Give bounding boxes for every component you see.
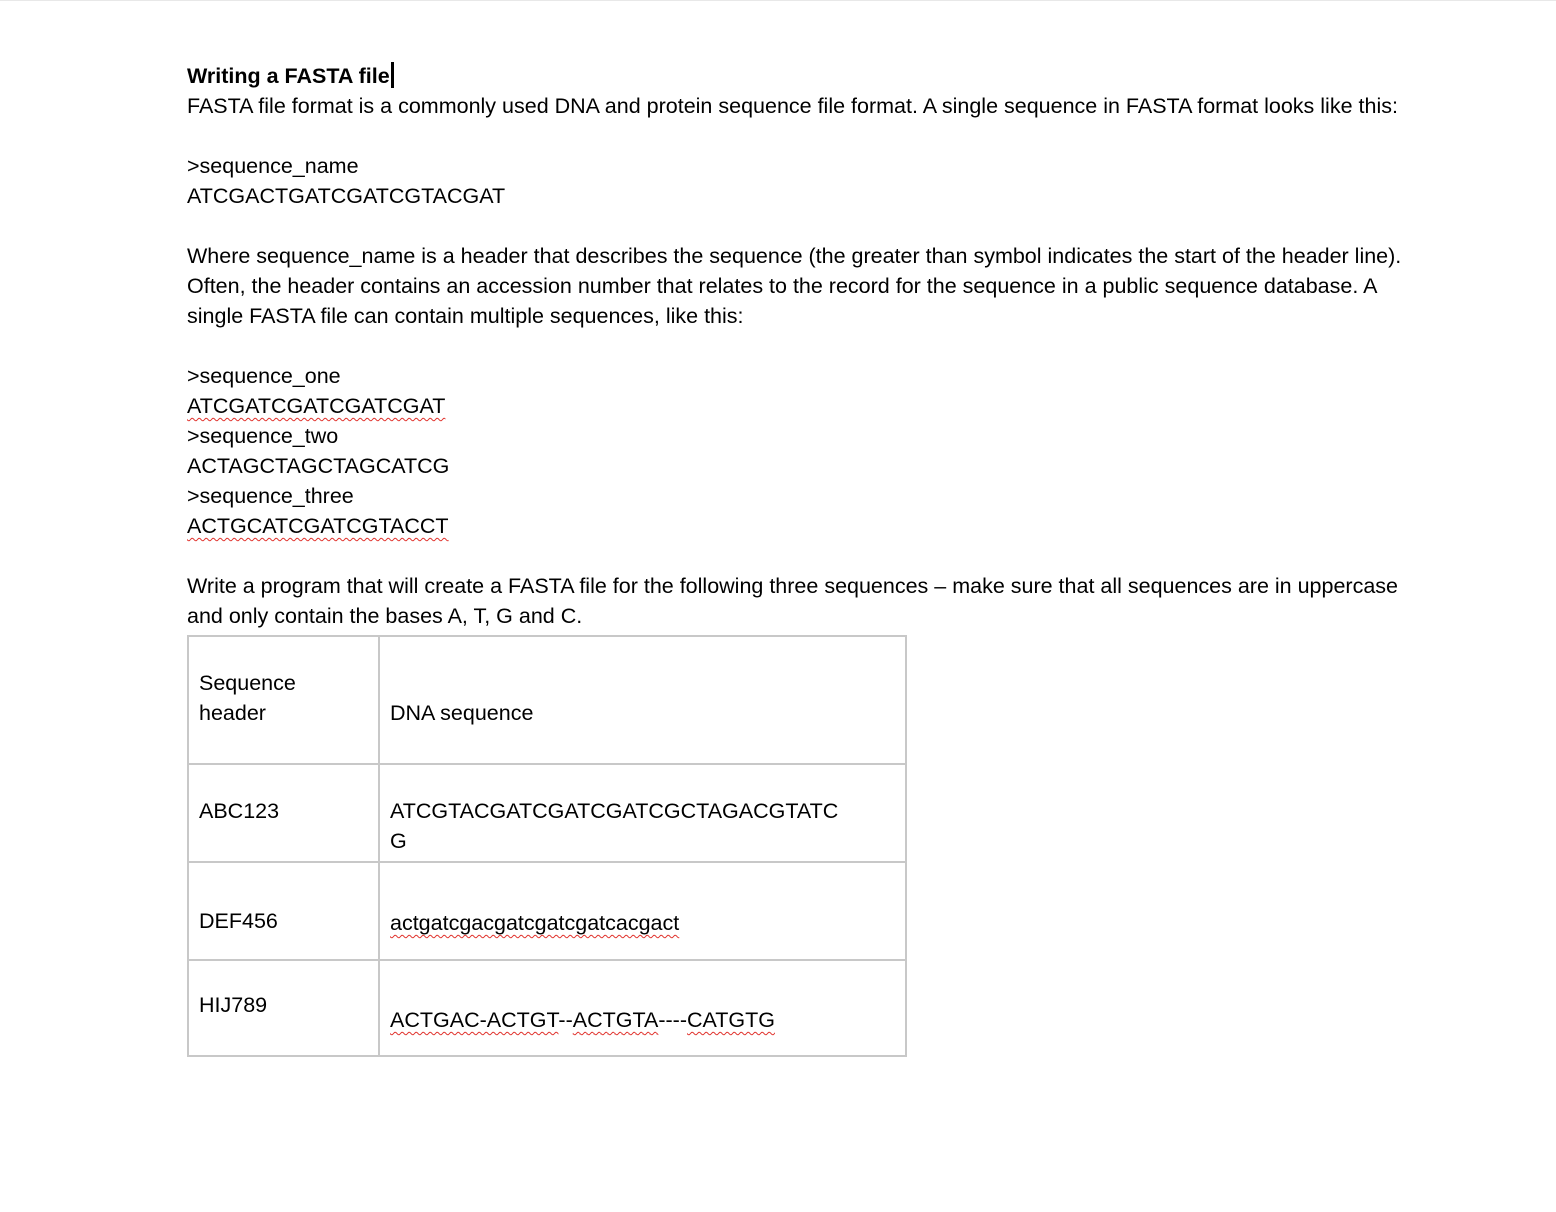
- table-cell-id[interactable]: [188, 764, 379, 862]
- multi-example-sequence-3: [187, 511, 1447, 541]
- sequence-id: DEF456: [199, 909, 278, 933]
- task-line-1: Write a program that will create a FASTA file for the following three sequences – make sure that all sequences are in uppercase: [187, 574, 1399, 598]
- blank-line: [187, 541, 1447, 571]
- text-cursor: [391, 62, 394, 88]
- sequence-line-2: G: [390, 829, 407, 853]
- blank-line: [187, 211, 1447, 241]
- multi-example-sequence-1: [187, 391, 1447, 421]
- table-row: [188, 960, 906, 1056]
- intro-paragraph: FASTA file format is a commonly used DNA and protein sequence file format. A single sequence in FASTA format looks like this:: [187, 94, 1398, 118]
- blank-line: [187, 331, 1447, 361]
- multi-example-sequence-2: ACTAGCTAGCTAGCATCG: [187, 454, 450, 478]
- task-line-2: and only contain the bases A, T, G and C.: [187, 604, 583, 628]
- table-header-cell[interactable]: [379, 636, 906, 764]
- table-cell-sequence[interactable]: [379, 764, 906, 862]
- misspelled-word[interactable]: ATCGATCGATCGATCGAT: [187, 394, 446, 418]
- table-cell-id[interactable]: [188, 862, 379, 960]
- table-cell-id[interactable]: [188, 960, 379, 1056]
- table-row: [188, 764, 906, 862]
- header-label-line-2: header: [199, 701, 266, 725]
- header-label-line-1: Sequence: [199, 671, 296, 695]
- sequence-line-1: ATCGTACGATCGATCGATCGCTAGACGTATC: [390, 799, 839, 823]
- blank-line: [187, 121, 1447, 151]
- misspelled-word[interactable]: CATGTG: [687, 1008, 775, 1032]
- table-row: [188, 862, 906, 960]
- misspelled-word[interactable]: ACTGTA: [572, 1008, 659, 1032]
- explanation-line-3: single FASTA file can contain multiple sequences, like this:: [187, 304, 744, 328]
- sequence-id: ABC123: [199, 799, 280, 823]
- table-header-row: [188, 636, 906, 764]
- example-sequence: ATCGACTGATCGATCGTACGAT: [187, 184, 506, 208]
- document-body: [187, 61, 1447, 631]
- table-header-cell[interactable]: [188, 636, 379, 764]
- sequence-table: [187, 635, 907, 1057]
- misspelled-word[interactable]: actgatcgacgatcgatcgatcacgact: [390, 911, 680, 935]
- sequence-gap: ----: [658, 1008, 687, 1032]
- explanation-line-2: Often, the header contains an accession number that relates to the record for the sequence in a public sequence database. A: [187, 274, 1378, 298]
- header-label-dna: DNA sequence: [390, 701, 534, 725]
- misspelled-word[interactable]: ACTGCATCGATCGTACCT: [187, 514, 449, 538]
- sequence-gap: --: [558, 1008, 573, 1032]
- multi-example-header-1: >sequence_one: [187, 364, 341, 388]
- title-line: [187, 61, 1447, 91]
- multi-example-header-2: >sequence_two: [187, 424, 339, 448]
- table-cell-sequence[interactable]: [379, 862, 906, 960]
- example-header: >sequence_name: [187, 154, 359, 178]
- explanation-line-1: Where sequence_name is a header that describes the sequence (the greater than symbol indicates the start of the header line).: [187, 244, 1402, 268]
- sequence-id: HIJ789: [199, 993, 268, 1017]
- table-cell-sequence[interactable]: [379, 960, 906, 1056]
- misspelled-word[interactable]: ACTGAC-ACTGT: [390, 1008, 559, 1032]
- document-title: Writing a FASTA file: [187, 64, 390, 88]
- multi-example-header-3: >sequence_three: [187, 484, 354, 508]
